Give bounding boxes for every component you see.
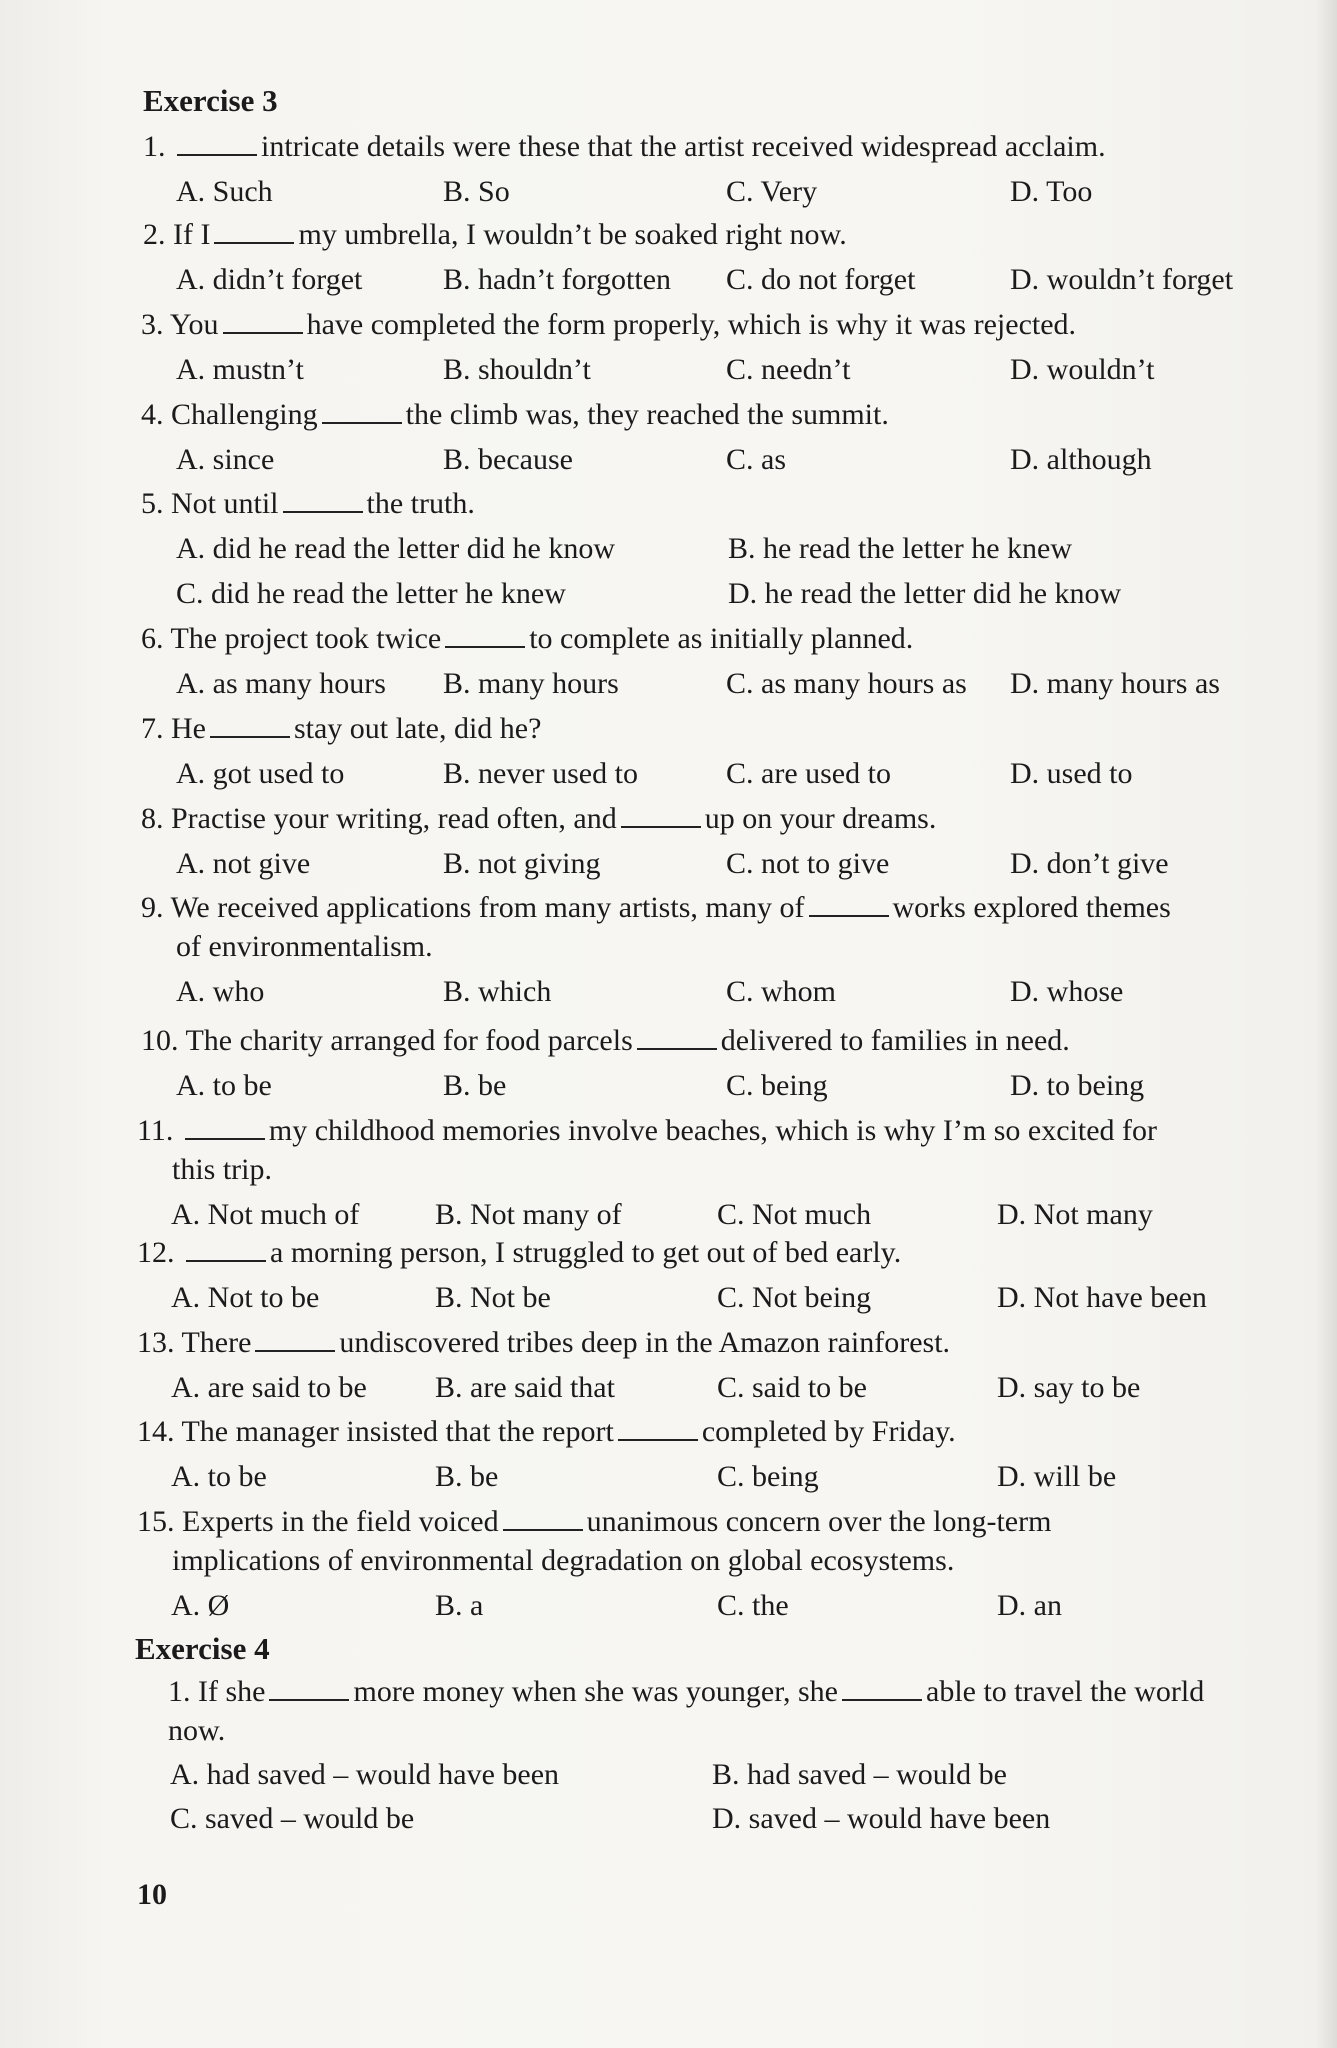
question-text-before: If I: [173, 218, 211, 251]
option-d[interactable]: D. Too: [1010, 175, 1093, 208]
option-a[interactable]: A. Such: [176, 175, 273, 208]
option-d[interactable]: D. used to: [1010, 757, 1133, 790]
question-15: [137, 1505, 1051, 1539]
question-text-after: undiscovered tribes deep in the Amazon rainforest.: [339, 1326, 951, 1359]
option-a[interactable]: A. mustn’t: [176, 353, 304, 386]
option-b[interactable]: B. many hours: [443, 667, 619, 700]
option-a[interactable]: A. to be: [176, 1069, 272, 1102]
answer-blank[interactable]: [637, 1024, 717, 1050]
option-d[interactable]: D. many hours as: [1010, 667, 1220, 700]
option-c[interactable]: C. as many hours as: [726, 667, 967, 700]
page-number: 10: [137, 1878, 167, 1911]
question-3: [141, 308, 1076, 342]
answer-blank[interactable]: [618, 1415, 698, 1441]
question-number: 15.: [137, 1505, 175, 1538]
question-number: 5.: [141, 487, 164, 520]
option-d[interactable]: D. he read the letter did he know: [728, 577, 1122, 610]
question-number: 2.: [143, 218, 166, 251]
option-c[interactable]: C. saved – would be: [170, 1802, 415, 1835]
answer-blank[interactable]: [445, 622, 525, 648]
question-text-after: a morning person, I struggled to get out of bed early.: [270, 1236, 902, 1269]
question-14: [137, 1415, 956, 1449]
option-a[interactable]: A. had saved – would have been: [170, 1758, 560, 1791]
question-number: 8.: [141, 802, 164, 835]
question-text-after: intricate details were these that the artist received widespread acclaim.: [261, 130, 1106, 163]
option-d[interactable]: D. although: [1010, 443, 1152, 476]
option-c[interactable]: C. did he read the letter he knew: [176, 577, 566, 610]
question-text-before: He: [171, 712, 206, 745]
question-number: 14.: [137, 1415, 175, 1448]
question-continuation: now.: [168, 1714, 226, 1747]
option-c[interactable]: C. are used to: [726, 757, 891, 790]
exercise-3-heading: Exercise 3: [143, 83, 278, 118]
answer-blank[interactable]: [185, 1114, 265, 1140]
option-b[interactable]: B. he read the letter he knew: [728, 532, 1073, 565]
question-text-before: The project took twice: [170, 622, 442, 655]
option-b[interactable]: B. be: [435, 1460, 499, 1493]
option-a[interactable]: A. Not to be: [171, 1281, 320, 1314]
option-b[interactable]: B. So: [443, 175, 510, 208]
option-a[interactable]: A. got used to: [176, 757, 345, 790]
answer-blank[interactable]: [503, 1505, 583, 1531]
question-text-before: Practise your writing, read often, and: [171, 802, 617, 835]
page-edge-shadow: [1315, 0, 1337, 2048]
option-a[interactable]: A. Ø: [171, 1589, 230, 1622]
question-text-after: my umbrella, I wouldn’t be soaked right now.: [298, 218, 847, 251]
option-d[interactable]: D. say to be: [997, 1371, 1141, 1404]
question-text-before: The charity arranged for food parcels: [185, 1024, 633, 1057]
option-c[interactable]: C. Not much: [717, 1198, 872, 1231]
question-text-after: the truth.: [366, 487, 475, 520]
question-number: 1.: [143, 130, 166, 163]
answer-blank[interactable]: [214, 218, 294, 244]
option-a[interactable]: A. who: [176, 975, 265, 1008]
option-d[interactable]: D. wouldn’t forget: [1010, 263, 1234, 296]
option-c[interactable]: C. needn’t: [726, 353, 851, 386]
option-d[interactable]: D. don’t give: [1010, 847, 1169, 880]
answer-blank[interactable]: [255, 1326, 335, 1352]
question-number: 11.: [137, 1114, 174, 1147]
option-c[interactable]: C. whom: [726, 975, 837, 1008]
question-number: 6.: [141, 622, 164, 655]
question-number: 7.: [141, 712, 164, 745]
option-c[interactable]: C. do not forget: [726, 263, 916, 296]
question-text-before: Not until: [171, 487, 279, 520]
question-text-after: up on your dreams.: [704, 802, 937, 835]
option-d[interactable]: D. will be: [997, 1460, 1117, 1493]
option-b[interactable]: B. hadn’t forgotten: [443, 263, 672, 296]
question-text-after: my childhood memories involve beaches, which is why I’m so excited for: [268, 1114, 1158, 1147]
option-d[interactable]: D. wouldn’t: [1010, 353, 1155, 386]
option-b[interactable]: B. a: [435, 1589, 484, 1622]
option-d[interactable]: D. whose: [1010, 975, 1124, 1008]
option-b[interactable]: B. which: [443, 975, 552, 1008]
exercise4-question-1: [168, 1675, 1204, 1709]
option-d[interactable]: D. saved – would have been: [712, 1802, 1051, 1835]
answer-blank[interactable]: [223, 308, 303, 334]
answer-blank-1[interactable]: [269, 1675, 349, 1701]
answer-blank[interactable]: [177, 130, 257, 156]
question-text-after: to complete as initially planned.: [529, 622, 914, 655]
answer-blank[interactable]: [621, 802, 701, 828]
question-text-before: We received applications from many artists, many of: [170, 891, 805, 924]
question-text-before: You: [169, 308, 219, 341]
question-number: 1.: [168, 1675, 191, 1708]
option-c[interactable]: C. said to be: [717, 1371, 867, 1404]
question-13: [137, 1326, 950, 1360]
answer-blank[interactable]: [809, 891, 889, 917]
question-11: [137, 1114, 1157, 1148]
option-a[interactable]: A. didn’t forget: [176, 263, 363, 296]
question-5: [141, 487, 475, 521]
question-text-after: stay out late, did he?: [293, 712, 542, 745]
question-text-after: have completed the form properly, which is why it was rejected.: [306, 308, 1077, 341]
question-text-after: unanimous concern over the long-term: [586, 1505, 1052, 1538]
option-b[interactable]: B. be: [443, 1069, 507, 1102]
question-text-after: able to travel the world: [926, 1675, 1205, 1708]
question-10: [141, 1024, 1070, 1058]
question-text-after: works explored themes: [892, 891, 1171, 924]
option-d[interactable]: D. Not have been: [997, 1281, 1207, 1314]
question-continuation: of environmentalism.: [176, 930, 433, 963]
option-d[interactable]: D. an: [997, 1589, 1062, 1622]
question-text-before: There: [181, 1326, 252, 1359]
question-text-after: delivered to families in need.: [720, 1024, 1070, 1057]
question-number: 4.: [141, 398, 164, 431]
question-number: 12.: [137, 1236, 175, 1269]
question-text-before: The manager insisted that the report: [181, 1415, 614, 1448]
option-c[interactable]: C. as: [726, 443, 786, 476]
option-d[interactable]: D. to being: [1010, 1069, 1145, 1102]
option-b[interactable]: B. are said that: [435, 1371, 615, 1404]
option-d[interactable]: D. Not many: [997, 1198, 1153, 1231]
option-c[interactable]: C. Not being: [717, 1281, 872, 1314]
option-a[interactable]: A. not give: [176, 847, 311, 880]
option-a[interactable]: A. are said to be: [171, 1371, 367, 1404]
question-number: 10.: [141, 1024, 179, 1057]
question-text-before: Challenging: [171, 398, 318, 431]
answer-blank[interactable]: [186, 1236, 266, 1262]
answer-blank[interactable]: [322, 398, 402, 424]
question-continuation: this trip.: [172, 1153, 273, 1186]
option-a[interactable]: A. since: [176, 443, 275, 476]
option-b[interactable]: B. shouldn’t: [443, 353, 591, 386]
option-c[interactable]: C. being: [717, 1460, 819, 1493]
question-4: [141, 398, 889, 432]
question-1: [143, 130, 1106, 164]
option-b[interactable]: B. because: [443, 443, 573, 476]
exercise-4-heading: Exercise 4: [135, 1631, 270, 1666]
question-text-after: the climb was, they reached the summit.: [405, 398, 889, 431]
option-c[interactable]: C. not to give: [726, 847, 890, 880]
option-a[interactable]: A. to be: [171, 1460, 267, 1493]
question-number: 9.: [141, 891, 164, 924]
question-number: 13.: [137, 1326, 175, 1359]
option-a[interactable]: A. as many hours: [176, 667, 386, 700]
question-continuation: implications of environmental degradation on global ecosystems.: [172, 1544, 955, 1577]
question-7: [141, 712, 541, 746]
question-12: [137, 1236, 901, 1270]
option-c[interactable]: C. Very: [726, 175, 818, 208]
option-b[interactable]: B. not giving: [443, 847, 601, 880]
question-text-before: Experts in the field voiced: [182, 1505, 499, 1538]
question-text-after: completed by Friday.: [701, 1415, 956, 1448]
option-b[interactable]: B. Not many of: [435, 1198, 622, 1231]
option-c[interactable]: C. the: [717, 1589, 789, 1622]
answer-blank[interactable]: [283, 487, 363, 513]
question-number: 3.: [141, 308, 164, 341]
question-9: [141, 891, 1171, 925]
option-b[interactable]: B. Not be: [435, 1281, 551, 1314]
question-text-before: If she: [198, 1675, 266, 1708]
question-text-middle: more money when she was younger, she: [353, 1675, 838, 1708]
option-b[interactable]: B. had saved – would be: [712, 1758, 1007, 1791]
option-a[interactable]: A. did he read the letter did he know: [176, 532, 616, 565]
option-b[interactable]: B. never used to: [443, 757, 638, 790]
question-2: [143, 218, 847, 252]
question-6: [141, 622, 913, 656]
option-c[interactable]: C. being: [726, 1069, 828, 1102]
answer-blank[interactable]: [210, 712, 290, 738]
option-a[interactable]: A. Not much of: [171, 1198, 360, 1231]
answer-blank-2[interactable]: [842, 1675, 922, 1701]
question-8: [141, 802, 936, 836]
